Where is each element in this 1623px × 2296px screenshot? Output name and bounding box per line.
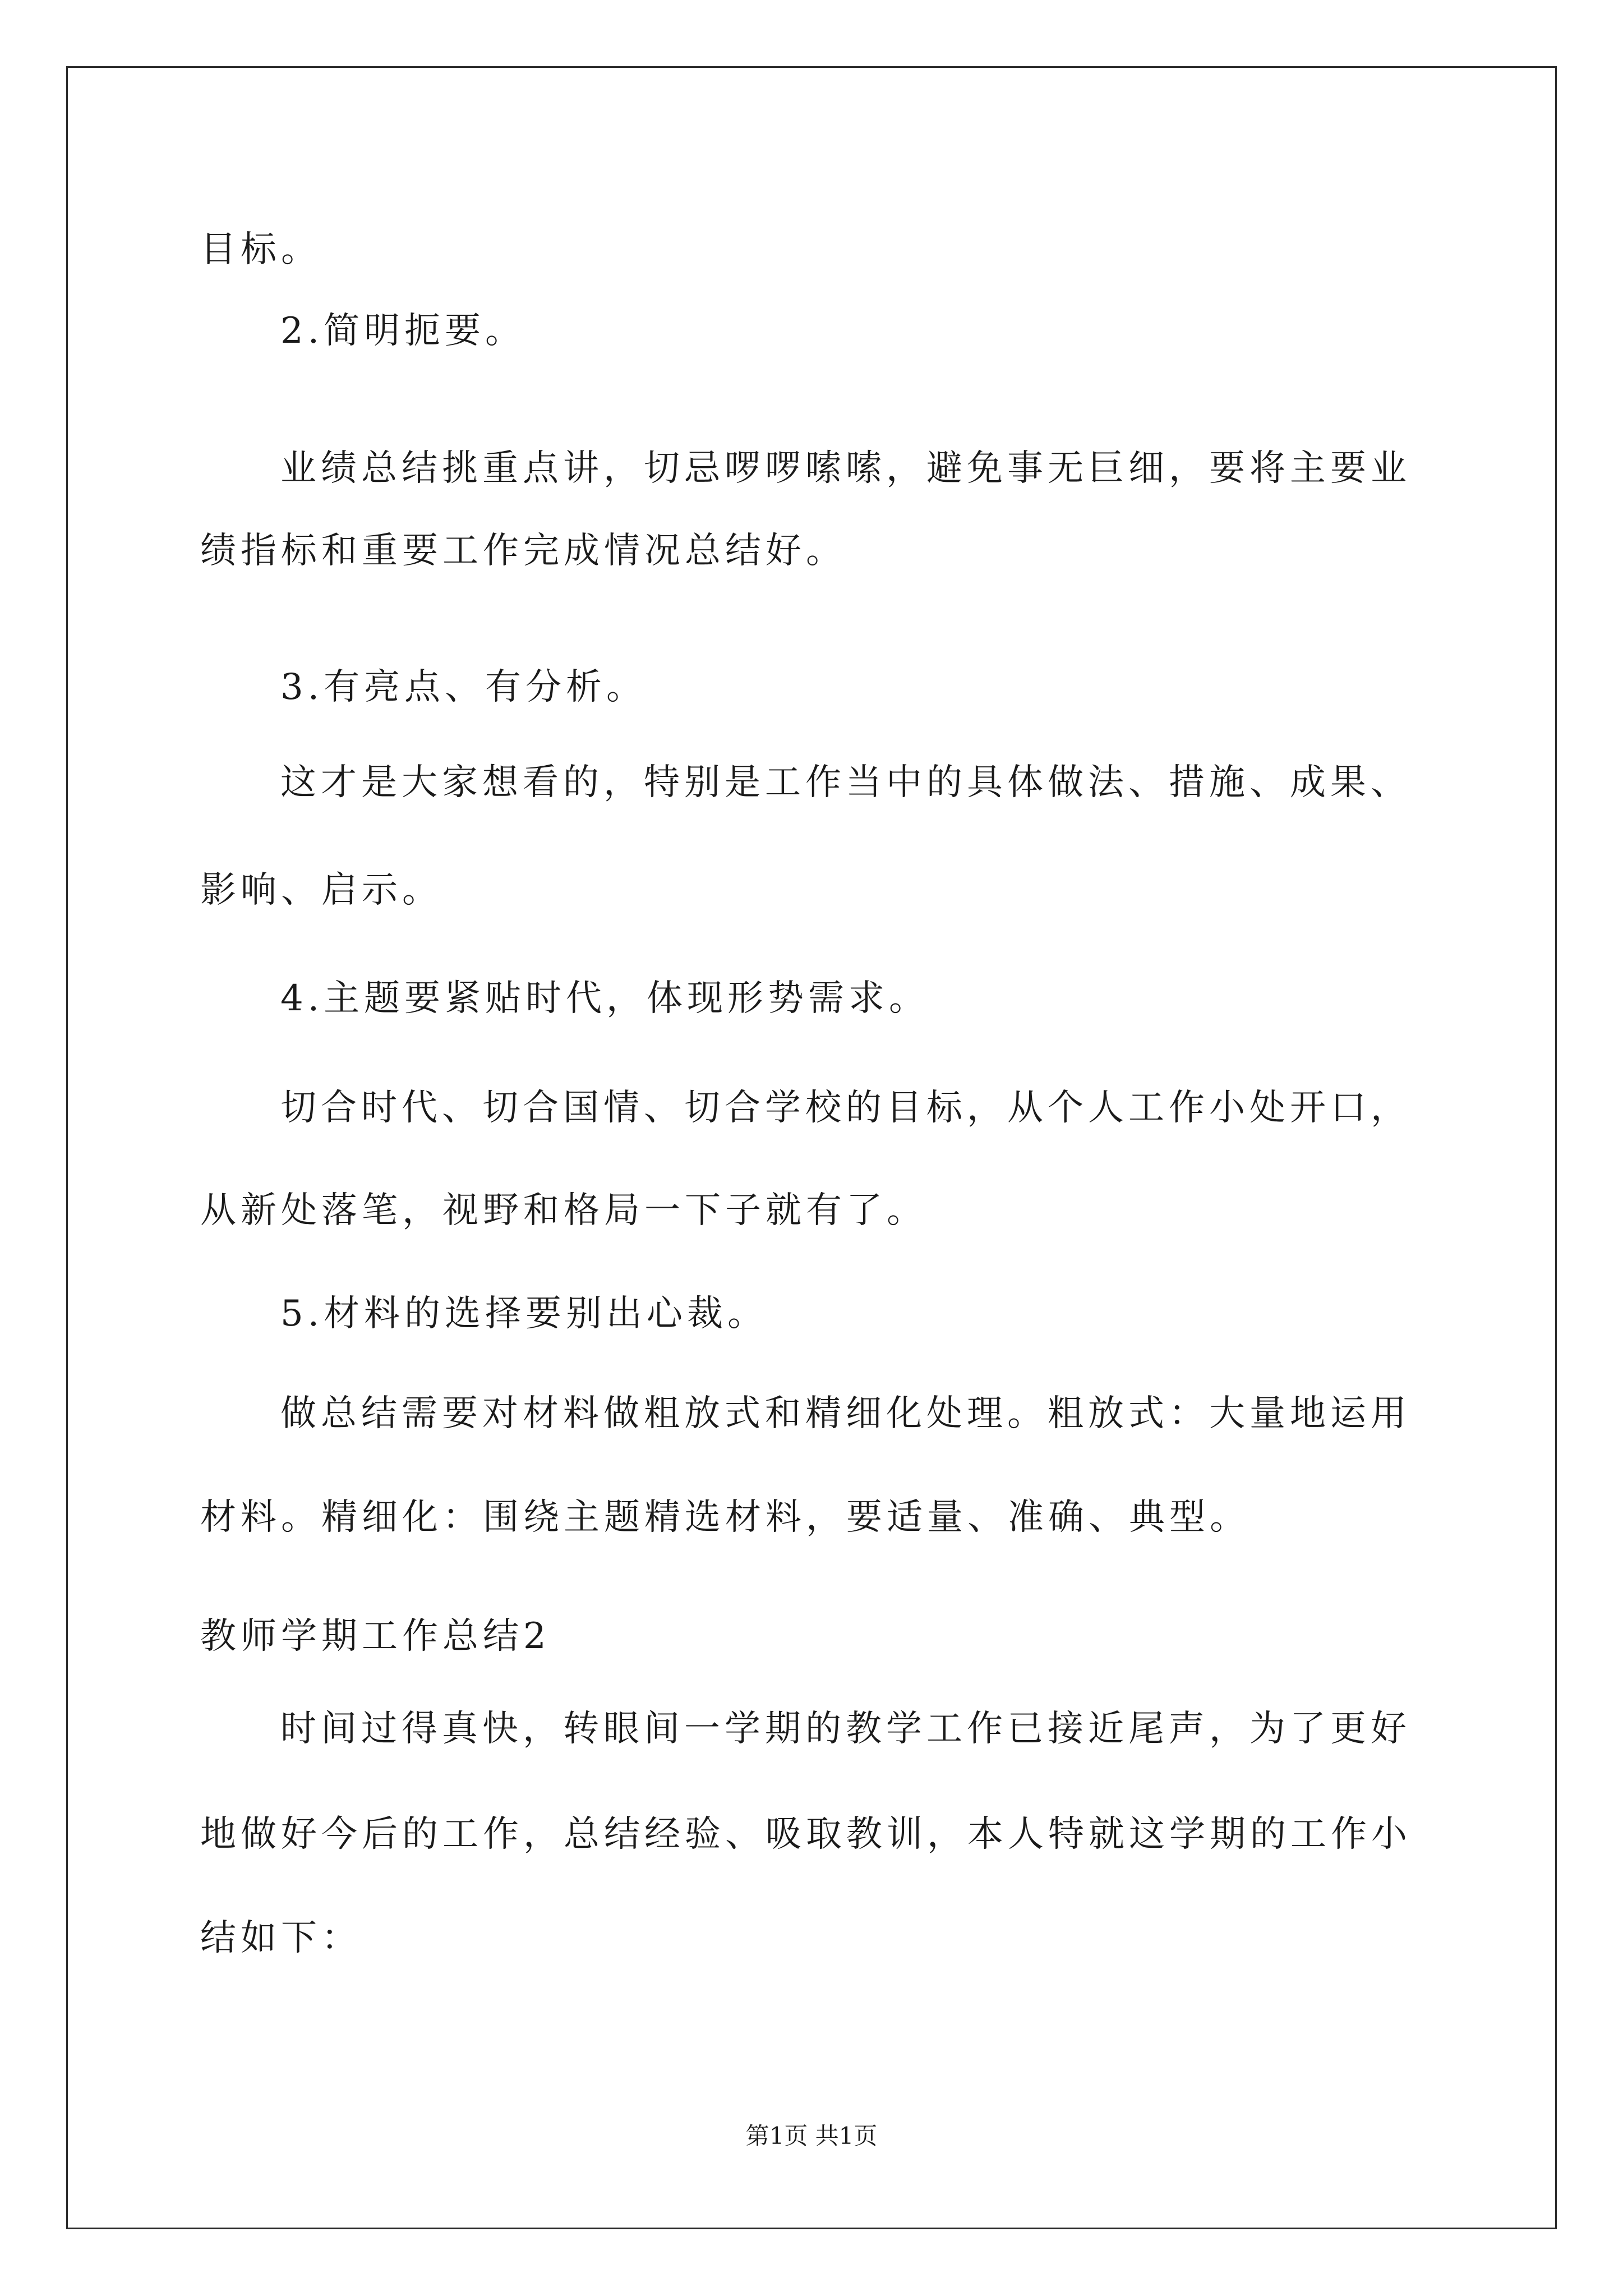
body-line: 业绩总结挑重点讲，切忌啰啰嗦嗦，避免事无巨细，要将主要业 bbox=[280, 448, 1411, 489]
page-border bbox=[66, 66, 1557, 2229]
body-line: 时间过得真快，转眼间一学期的教学工作已接近尾声，为了更好 bbox=[280, 1708, 1411, 1750]
body-line: 做总结需要对材料做粗放式和精细化处理。粗放式：大量地运用 bbox=[280, 1393, 1411, 1434]
body-line: 目标。 bbox=[200, 229, 321, 270]
body-line: 绩指标和重要工作完成情况总结好。 bbox=[200, 530, 846, 572]
section-heading: 2.简明扼要。 bbox=[280, 310, 526, 352]
body-line: 结如下： bbox=[200, 1917, 362, 1959]
section-heading: 5.材料的选择要别出心裁。 bbox=[280, 1293, 768, 1335]
body-line: 材料。精细化：围绕主题精选材料，要适量、准确、典型。 bbox=[200, 1497, 1250, 1538]
body-line: 这才是大家想看的，特别是工作当中的具体做法、措施、成果、 bbox=[280, 762, 1411, 803]
body-line: 从新处落笔，视野和格局一下子就有了。 bbox=[200, 1190, 927, 1231]
page-number: 第1页 共1页 bbox=[745, 2122, 878, 2150]
document-title: 教师学期工作总结2 bbox=[200, 1616, 551, 1657]
section-heading: 4.主题要紧贴时代，体现形势需求。 bbox=[280, 978, 930, 1019]
body-line: 切合时代、切合国情、切合学校的目标，从个人工作小处开口， bbox=[280, 1087, 1411, 1129]
body-line: 影响、启示。 bbox=[200, 869, 442, 911]
section-heading: 3.有亮点、有分析。 bbox=[280, 666, 647, 708]
body-line: 地做好今后的工作，总结经验、吸取教训，本人特就这学期的工作小 bbox=[200, 1814, 1412, 1855]
